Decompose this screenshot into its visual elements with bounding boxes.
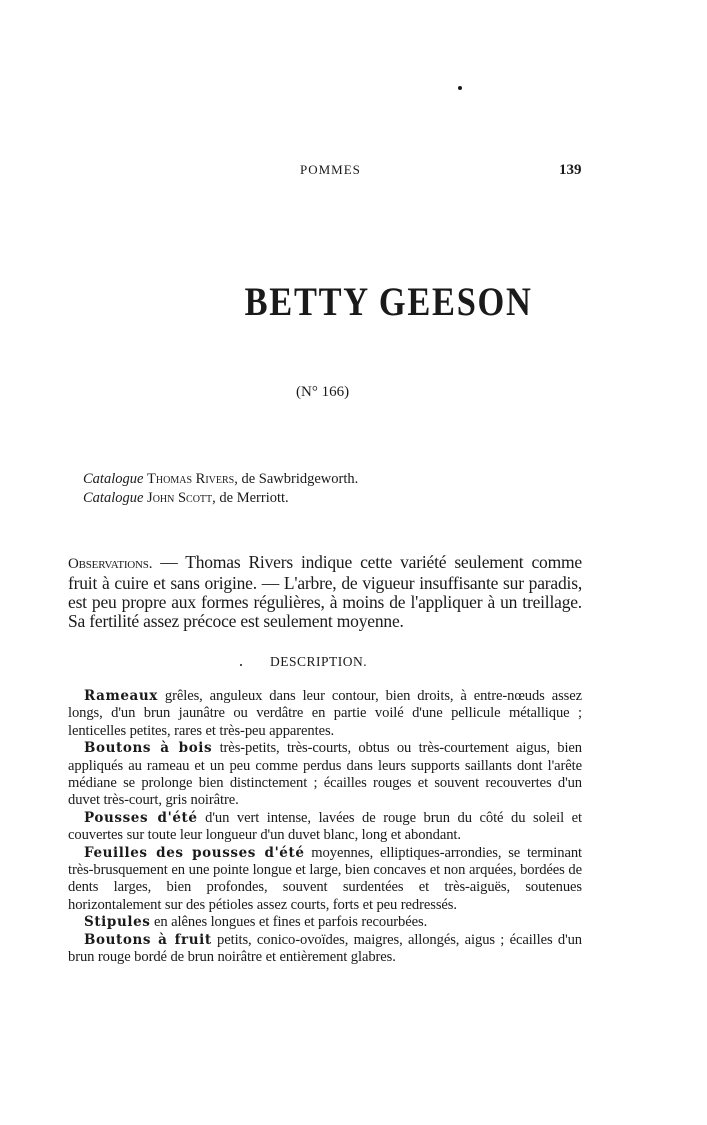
- entry-term: Feuilles des pousses d'été: [84, 844, 305, 861]
- running-head: [0, 162, 707, 182]
- observations-paragraph: [68, 553, 582, 631]
- entry-text: grêles, anguleux dans leur contour, bien droits, à entre-nœuds assez longs, d'un brun jaunâtre ou verdâtre en partie voilé d'une pellicule métallique ; lenticelles petites, rares et très-peu apparentes.: [68, 688, 582, 739]
- catalogue-sources: [83, 470, 358, 508]
- observations-label: Observations.: [68, 556, 153, 572]
- description-entry: [68, 914, 582, 931]
- description-entry: [68, 740, 582, 810]
- source-suffix: , de Merriott.: [212, 490, 289, 506]
- variety-number: (N° 166): [296, 384, 350, 400]
- source-line: [83, 489, 358, 508]
- description-entry: [68, 845, 582, 915]
- entry-text: moyennes, elliptiques-arrondies, se terminant très-brusquement en une pointe longue et large, bien concaves et non arquées, bordées de dents larges, bien profondes, souvent surdentées et très-aiguës, soutenues horizontalement sur des pétioles assez courts, forts et peu redressés.: [68, 844, 582, 913]
- source-line: [83, 470, 358, 489]
- entry-term: Pousses d'été: [84, 809, 198, 826]
- description-entry: [68, 932, 582, 967]
- entry-term: Rameaux: [84, 688, 158, 704]
- description-entry: [68, 688, 582, 740]
- source-suffix: , de Sawbridgeworth.: [234, 471, 359, 487]
- source-name: John Scott: [147, 490, 213, 506]
- page-title: BETTY GEESON: [244, 279, 533, 324]
- running-title: POMMES: [300, 162, 361, 177]
- description-entry: [68, 810, 582, 845]
- description-heading: DESCRIPTION.: [270, 654, 368, 669]
- entry-term: Stipules: [84, 914, 151, 931]
- entry-text: très-petits, très-courts, obtus ou très-courtement aigus, bien appliqués au rameau et un peu comme perdus dans leurs supports saillants dont l'arête médiane se prolonge bien distinctement ; écailles rouges et souvent recouvertes d'un duvet très-court, gris noirâtre.: [68, 740, 582, 809]
- ink-speck: [240, 664, 242, 666]
- source-prefix: Catalogue: [83, 490, 144, 506]
- entry-term: Boutons à bois: [84, 740, 213, 757]
- source-prefix: Catalogue: [83, 471, 144, 487]
- entry-term: Boutons à fruit: [84, 931, 212, 948]
- page-number: 139: [559, 162, 582, 178]
- source-name: Thomas Rivers: [147, 471, 235, 487]
- entry-text: d'un vert intense, lavées de rouge brun du côté du soleil et couvertes sur toute leur longueur d'un duvet blanc, long et abondant.: [68, 809, 582, 844]
- description-body: [68, 688, 582, 967]
- entry-text: petits, conico-ovoïdes, maigres, allongés, aigus ; écailles d'un brun rouge bordé de brun noirâtre et entièrement glabres.: [68, 931, 582, 966]
- ink-speck: [458, 86, 462, 90]
- observations-text: — Thomas Rivers indique cette variété seulement comme fruit à cuire et sans origine. — L'arbre, de vigueur insuffisante sur paradis, est peu propre aux formes régulières, à moins de l'appliquer à un treillage. Sa fertilité assez précoce est seulement moyenne.: [68, 552, 582, 631]
- entry-text: en alênes longues et fines et parfois recourbées.: [150, 914, 428, 931]
